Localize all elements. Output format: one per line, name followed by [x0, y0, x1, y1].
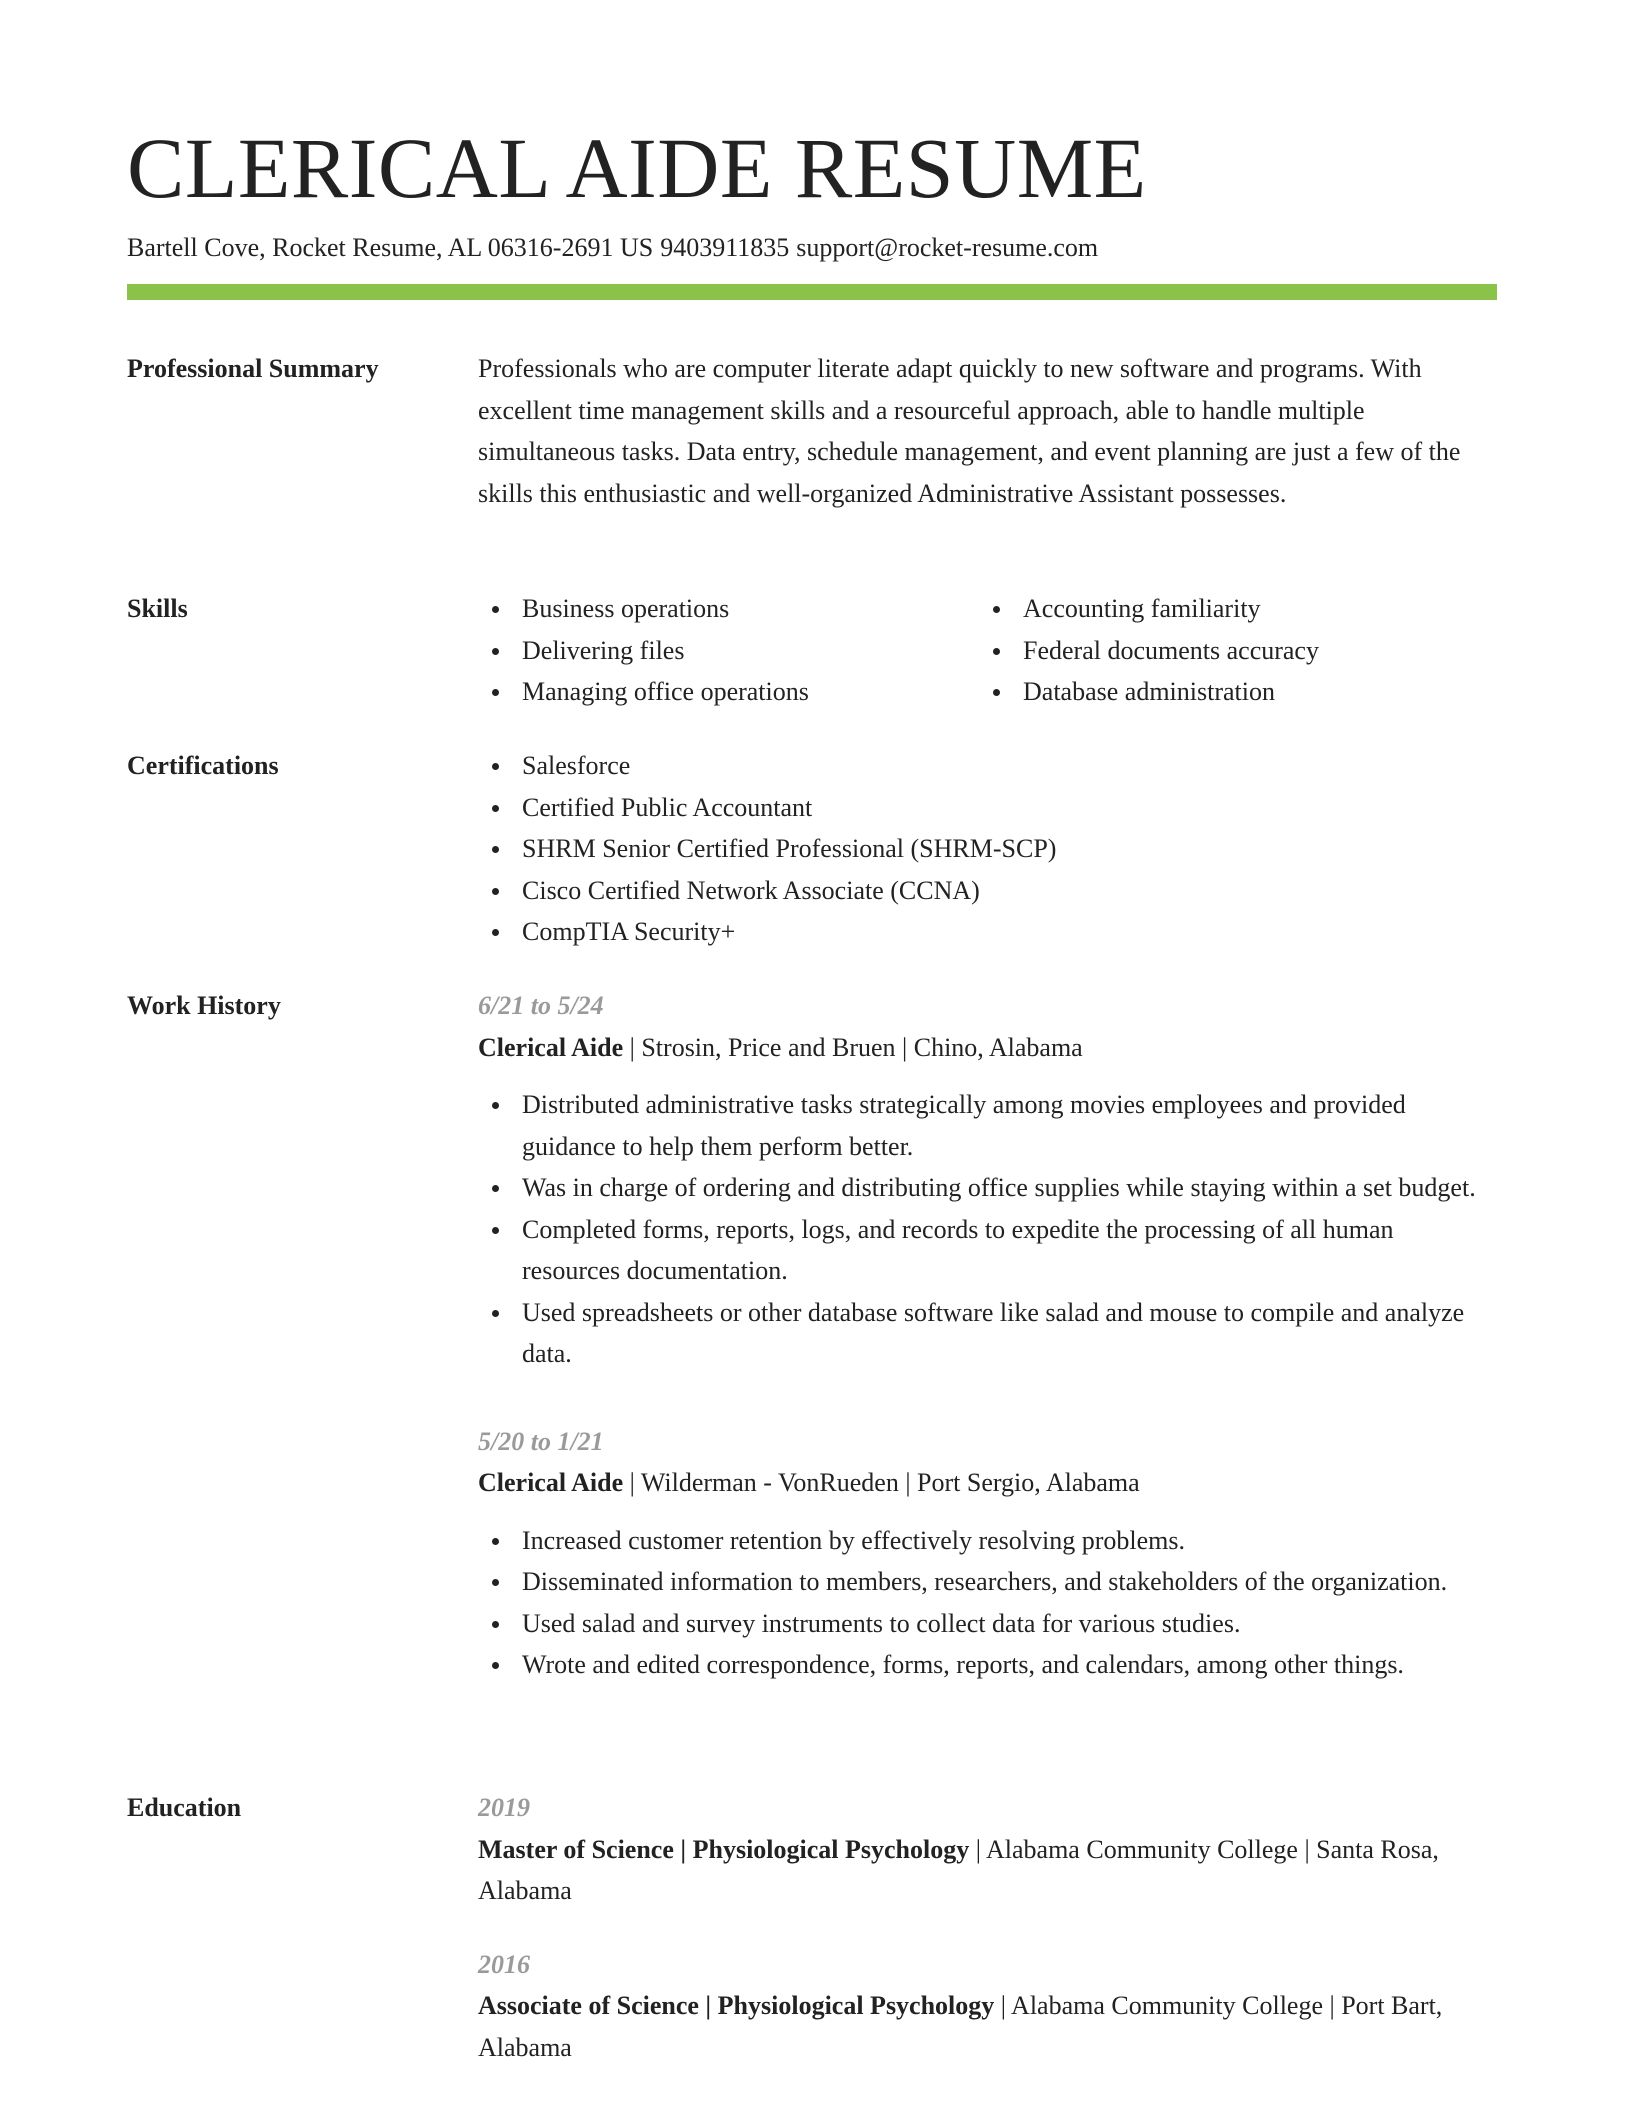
work-history-content: [478, 985, 1497, 1686]
accent-divider: [127, 284, 1497, 300]
job-bullet: Wrote and edited correspondence, forms, reports, and calendars, among other things.: [522, 1644, 1497, 1686]
education-details: | Alabama Community College | Santa Rosa, Alabama: [478, 1834, 1439, 1905]
certifications-content: [478, 745, 1497, 953]
skill-item: Managing office operations: [522, 671, 809, 713]
resume-title: CLERICAL AIDE RESUME: [127, 120, 1147, 216]
education-degree: Associate of Science | Physiological Psychology: [478, 1991, 995, 2020]
job-bullet: Distributed administrative tasks strategically among movies employees and provided guidance to help them perform better.: [522, 1084, 1497, 1167]
job-bullet: Used salad and survey instruments to collect data for various studies.: [522, 1603, 1497, 1645]
job-details: | Strosin, Price and Bruen | Chino, Alabama: [623, 1032, 1083, 1062]
job-bullet-list: [478, 1520, 1497, 1686]
education-heading: [478, 1829, 1497, 1912]
contact-email: support@rocket-resume.com: [796, 233, 1099, 262]
skills-list-left: [478, 588, 809, 713]
job-heading: [478, 1027, 1497, 1069]
skills-columns: [478, 588, 1497, 718]
education-entry: [478, 1787, 1497, 1912]
job-bullet: Completed forms, reports, logs, and records to expedite the processing of all human resources documentation.: [522, 1209, 1497, 1292]
job-bullet-list: [478, 1084, 1497, 1375]
summary-content: [478, 348, 1497, 514]
job-entry: [478, 985, 1497, 1375]
job-title: Clerical Aide: [478, 1468, 624, 1497]
skills-content: [478, 588, 1497, 718]
contact-line: [127, 230, 1098, 266]
job-dates: 5/20 to 1/21: [478, 1426, 604, 1456]
skill-item: Federal documents accuracy: [1023, 630, 1319, 672]
contact-address: Bartell Cove, Rocket Resume, AL 06316-2691 US: [127, 233, 654, 262]
job-heading: [478, 1462, 1497, 1504]
skill-item: Accounting familiarity: [1023, 588, 1319, 630]
skill-item: Business operations: [522, 588, 809, 630]
education-content: [478, 1787, 1497, 2068]
certification-item: SHRM Senior Certified Professional (SHRM-SCP): [522, 828, 1497, 870]
certification-item: CompTIA Security+: [522, 911, 1497, 953]
skill-item: Delivering files: [522, 630, 809, 672]
skill-item: Database administration: [1023, 671, 1319, 713]
section-label: Certifications: [127, 751, 279, 780]
job-bullet: Was in charge of ordering and distributing office supplies while staying within a set budget.: [522, 1167, 1497, 1209]
certifications-list: [478, 745, 1497, 953]
summary-text: Professionals who are computer literate adapt quickly to new software and programs. With excellent time management skills and a resourceful approach, able to handle multiple simultaneous tasks. Data entry, schedule management, and event planning are just a few of the skills this enthusiastic and well-organized Administrative Assistant possesses.: [478, 354, 1461, 508]
contact-phone: 9403911835: [660, 233, 790, 262]
job-details: | Wilderman - VonRueden | Port Sergio, Alabama: [623, 1468, 1140, 1497]
education-degree: Master of Science | Physiological Psychology: [478, 1834, 970, 1864]
education-details: | Alabama Community College | Port Bart, Alabama: [478, 1991, 1443, 2062]
section-label: Professional Summary: [127, 354, 379, 383]
education-year: 2019: [478, 1793, 530, 1822]
education-year: 2016: [478, 1949, 530, 1979]
job-title: Clerical Aide: [478, 1032, 624, 1062]
job-dates: 6/21 to 5/24: [478, 991, 604, 1020]
section-label: Skills: [127, 594, 188, 623]
certification-item: Cisco Certified Network Associate (CCNA): [522, 870, 1497, 912]
education-entry: [478, 1944, 1497, 2069]
certification-item: Certified Public Accountant: [522, 787, 1497, 829]
certification-item: Salesforce: [522, 745, 1497, 787]
section-label: Work History: [127, 991, 281, 1020]
job-bullet: Disseminated information to members, researchers, and stakeholders of the organization.: [522, 1561, 1497, 1603]
education-heading: [478, 1985, 1497, 2068]
job-bullet: Increased customer retention by effectively resolving problems.: [522, 1520, 1497, 1562]
section-label: Education: [127, 1793, 242, 1822]
job-bullet: Used spreadsheets or other database software like salad and mouse to compile and analyze data.: [522, 1292, 1497, 1375]
job-entry: [478, 1421, 1497, 1686]
skills-list-right: [979, 588, 1319, 713]
